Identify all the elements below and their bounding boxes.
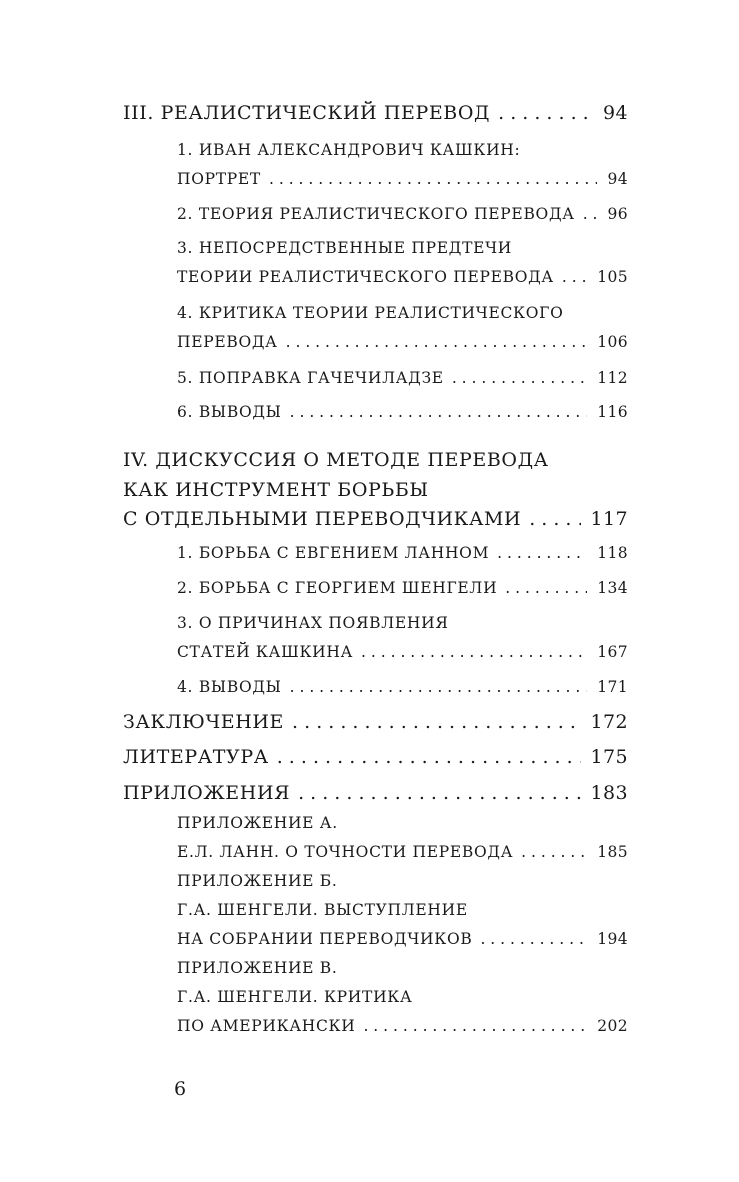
toc-entry-3-6 <box>177 405 628 421</box>
toc-entry-title: ЛИТЕРАТУРА <box>123 746 269 768</box>
dot-leader <box>505 581 587 597</box>
toc-page-number: 185 <box>597 843 628 861</box>
toc-page-number: 175 <box>590 746 628 768</box>
dot-leader <box>363 1019 587 1035</box>
toc-entry-appendix-v-line1 <box>177 990 628 1006</box>
toc-entry-chapter-4-line1 <box>123 451 628 470</box>
toc-entry-title: IV. ДИСКУССИЯ О МЕТОДЕ ПЕРЕВОДА <box>123 449 549 471</box>
toc-entry-appendix-a <box>177 845 628 861</box>
dot-leader <box>277 748 581 767</box>
toc-page-number: 116 <box>597 403 628 421</box>
dot-leader <box>292 713 581 732</box>
toc-page-number: 94 <box>603 102 628 124</box>
toc-entry-appendix-a-label <box>177 816 628 832</box>
toc-entry-title: 6. ВЫВОДЫ <box>177 403 282 421</box>
toc-page-number: 118 <box>597 544 628 562</box>
toc-entry-3-4 <box>177 335 628 351</box>
toc-entry-title: ПРИЛОЖЕНИЕ А. <box>177 814 338 832</box>
toc-entry-title: СТАТЕЙ КАШКИНА <box>177 643 354 661</box>
dot-leader <box>290 405 588 421</box>
toc-page-number: 134 <box>597 579 628 597</box>
dot-leader <box>497 546 587 562</box>
toc-page-number: 172 <box>590 711 628 733</box>
toc-entry-4-4 <box>177 680 628 696</box>
toc-page-number: 112 <box>597 369 628 387</box>
toc-entry-title: ЗАКЛЮЧЕНИЕ <box>123 711 285 733</box>
toc-entry-3-2 <box>177 207 628 223</box>
dot-leader <box>529 510 580 529</box>
toc-entry-chapter-3 <box>123 104 628 123</box>
toc-entry-title: ПРИЛОЖЕНИЕ В. <box>177 959 338 977</box>
toc-entry-title: Г.А. ШЕНГЕЛИ. ВЫСТУПЛЕНИЕ <box>177 901 468 919</box>
toc-entry-title: КАК ИНСТРУМЕНТ БОРЬБЫ <box>123 479 429 501</box>
toc-entry-chapter-4-line2 <box>123 481 628 500</box>
toc-page-number: 202 <box>597 1017 628 1035</box>
toc-page-number: 183 <box>590 782 628 804</box>
toc-page-number: 167 <box>597 643 628 661</box>
toc-entry-title: 5. ПОПРАВКА ГАЧЕЧИЛАДЗЕ <box>177 369 444 387</box>
page-number: 6 <box>174 1078 187 1100</box>
toc-page-number: 194 <box>597 930 628 948</box>
toc-entry-3-4-line1 <box>177 306 628 322</box>
toc-entry-title: ПЕРЕВОДА <box>177 333 278 351</box>
dot-leader <box>286 335 588 351</box>
toc-entry-3-1-line1 <box>177 143 628 159</box>
toc-entry-4-1 <box>177 546 628 562</box>
toc-page-number: 105 <box>597 268 628 286</box>
toc-entry-title: 1. ИВАН АЛЕКСАНДРОВИЧ КАШКИН: <box>177 141 521 159</box>
dot-leader <box>290 680 588 696</box>
toc-entry-title: 1. БОРЬБА С ЕВГЕНИЕМ ЛАННОМ <box>177 544 490 562</box>
toc-entry-appendix-b <box>177 932 628 948</box>
toc-entry-4-3 <box>177 645 628 661</box>
toc-page-number: 106 <box>597 333 628 351</box>
toc-entry-title: 4. КРИТИКА ТЕОРИИ РЕАЛИСТИЧЕСКОГО <box>177 304 564 322</box>
dot-leader <box>498 104 593 123</box>
dot-leader <box>521 845 587 861</box>
dot-leader <box>298 784 580 803</box>
toc-entry-title: Е.Л. ЛАНН. О ТОЧНОСТИ ПЕРЕВОДА <box>177 843 514 861</box>
toc-entry-title: ПОРТРЕТ <box>177 170 261 188</box>
toc-entry-appendix-b-label <box>177 874 628 890</box>
toc-entry-title: С ОТДЕЛЬНЫМИ ПЕРЕВОДЧИКАМИ <box>123 508 522 530</box>
dot-leader <box>361 645 587 661</box>
toc-entry-3-5 <box>177 371 628 387</box>
toc-entry-title: 2. БОРЬБА С ГЕОРГИЕМ ШЕНГЕЛИ <box>177 579 498 597</box>
toc-page-number: 171 <box>597 678 628 696</box>
dot-leader <box>452 371 587 387</box>
toc-entry-title: Г.А. ШЕНГЕЛИ. КРИТИКА <box>177 988 413 1006</box>
dot-leader <box>562 270 587 286</box>
toc-entry-title: 4. ВЫВОДЫ <box>177 678 282 696</box>
toc-entry-appendix-v <box>177 1019 628 1035</box>
toc-entry-title: НА СОБРАНИИ ПЕРЕВОДЧИКОВ <box>177 930 473 948</box>
toc-page-number: 94 <box>607 170 628 188</box>
toc-entry-appendices <box>123 784 628 803</box>
toc-entry-title: 2. ТЕОРИЯ РЕАЛИСТИЧЕСКОГО ПЕРЕВОДА <box>177 205 575 223</box>
toc-page-number: 96 <box>607 205 628 223</box>
dot-leader <box>480 932 587 948</box>
dot-leader <box>269 172 597 188</box>
toc-entry-3-1 <box>177 172 628 188</box>
toc-entry-4-3-line1 <box>177 616 628 632</box>
toc-entry-title: 3. О ПРИЧИНАХ ПОЯВЛЕНИЯ <box>177 614 449 632</box>
dot-leader <box>583 207 598 223</box>
toc-entry-chapter-4 <box>123 510 628 529</box>
toc-entry-title: III. РЕАЛИСТИЧЕСКИЙ ПЕРЕВОД <box>123 102 491 124</box>
toc-entry-conclusion <box>123 713 628 732</box>
toc-entry-title: ПРИЛОЖЕНИЕ Б. <box>177 872 338 890</box>
toc-page-number: 117 <box>590 508 628 530</box>
toc-entry-title: 3. НЕПОСРЕДСТВЕННЫЕ ПРЕДТЕЧИ <box>177 239 513 257</box>
toc-entry-title: ПРИЛОЖЕНИЯ <box>123 782 291 804</box>
toc-entry-appendix-v-label <box>177 961 628 977</box>
toc-entry-literature <box>123 748 628 767</box>
toc-entry-appendix-b-line1 <box>177 903 628 919</box>
toc-entry-title: ПО АМЕРИКАНСКИ <box>177 1017 356 1035</box>
toc-entry-title: ТЕОРИИ РЕАЛИСТИЧЕСКОГО ПЕРЕВОДА <box>177 268 554 286</box>
toc-entry-3-3-line1 <box>177 241 628 257</box>
toc-entry-4-2 <box>177 581 628 597</box>
toc-entry-3-3 <box>177 270 628 286</box>
